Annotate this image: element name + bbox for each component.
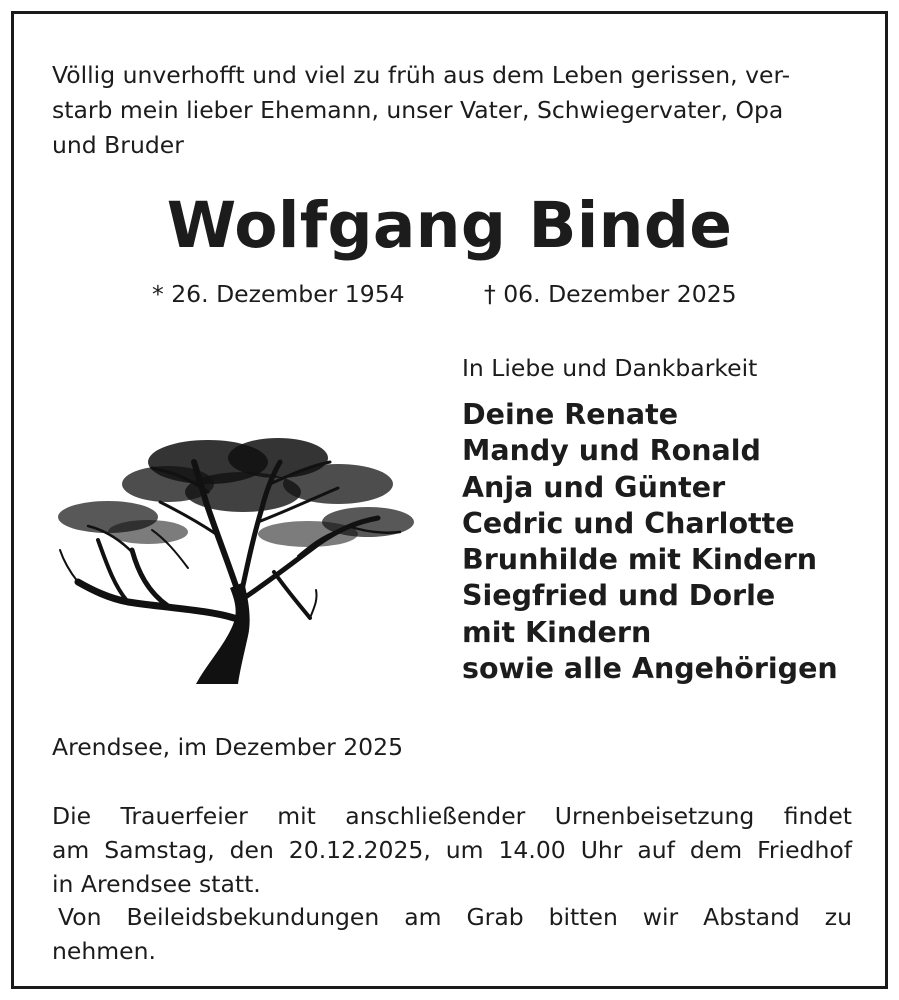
intro-line-1: Völlig unverhofft und viel zu früh aus dem Leben gerissen, ver-	[52, 61, 791, 89]
intro-line-2: starb mein lieber Ehemann, unser Vater, Schwiegervater, Opa	[52, 96, 784, 124]
birth-date: * 26. Dezember 1954	[152, 280, 405, 308]
family-member: Brunhilde mit Kindern	[462, 543, 818, 577]
family-list	[462, 397, 838, 687]
condolences-line-2: nehmen.	[52, 937, 156, 965]
intro-line-3: und Bruder	[52, 131, 184, 159]
intro-text	[52, 58, 862, 163]
obituary-frame	[11, 11, 888, 989]
family-member: Cedric und Charlotte	[462, 506, 795, 540]
dedication-text: In Liebe und Dankbarkeit	[462, 354, 758, 382]
family-member: Siegfried und Dorle	[462, 579, 776, 613]
condolences-text	[52, 900, 852, 968]
ceremony-text	[52, 799, 852, 901]
tree-silhouette-icon	[48, 422, 416, 684]
ceremony-line-1: Die Trauerfeier mit anschließender Urnenbeisetzung findet	[52, 802, 852, 830]
death-date: † 06. Dezember 2025	[484, 280, 737, 308]
place-date: Arendsee, im Dezember 2025	[52, 733, 404, 761]
family-member: Mandy und Ronald	[462, 434, 761, 468]
family-member: Anja und Günter	[462, 470, 726, 504]
condolences-line-1: Von Beileidsbekundungen am Grab bitten wir Abstand zu	[58, 903, 852, 931]
ceremony-line-3: in Arendsee statt.	[52, 870, 261, 898]
family-member: mit Kindern	[462, 615, 652, 649]
family-member: sowie alle Angehörigen	[462, 652, 838, 686]
ceremony-line-2: am Samstag, den 20.12.2025, um 14.00 Uhr auf dem Friedhof	[52, 836, 852, 864]
deceased-name: Wolfgang Binde	[166, 189, 733, 262]
family-member: Deine Renate	[462, 398, 679, 431]
